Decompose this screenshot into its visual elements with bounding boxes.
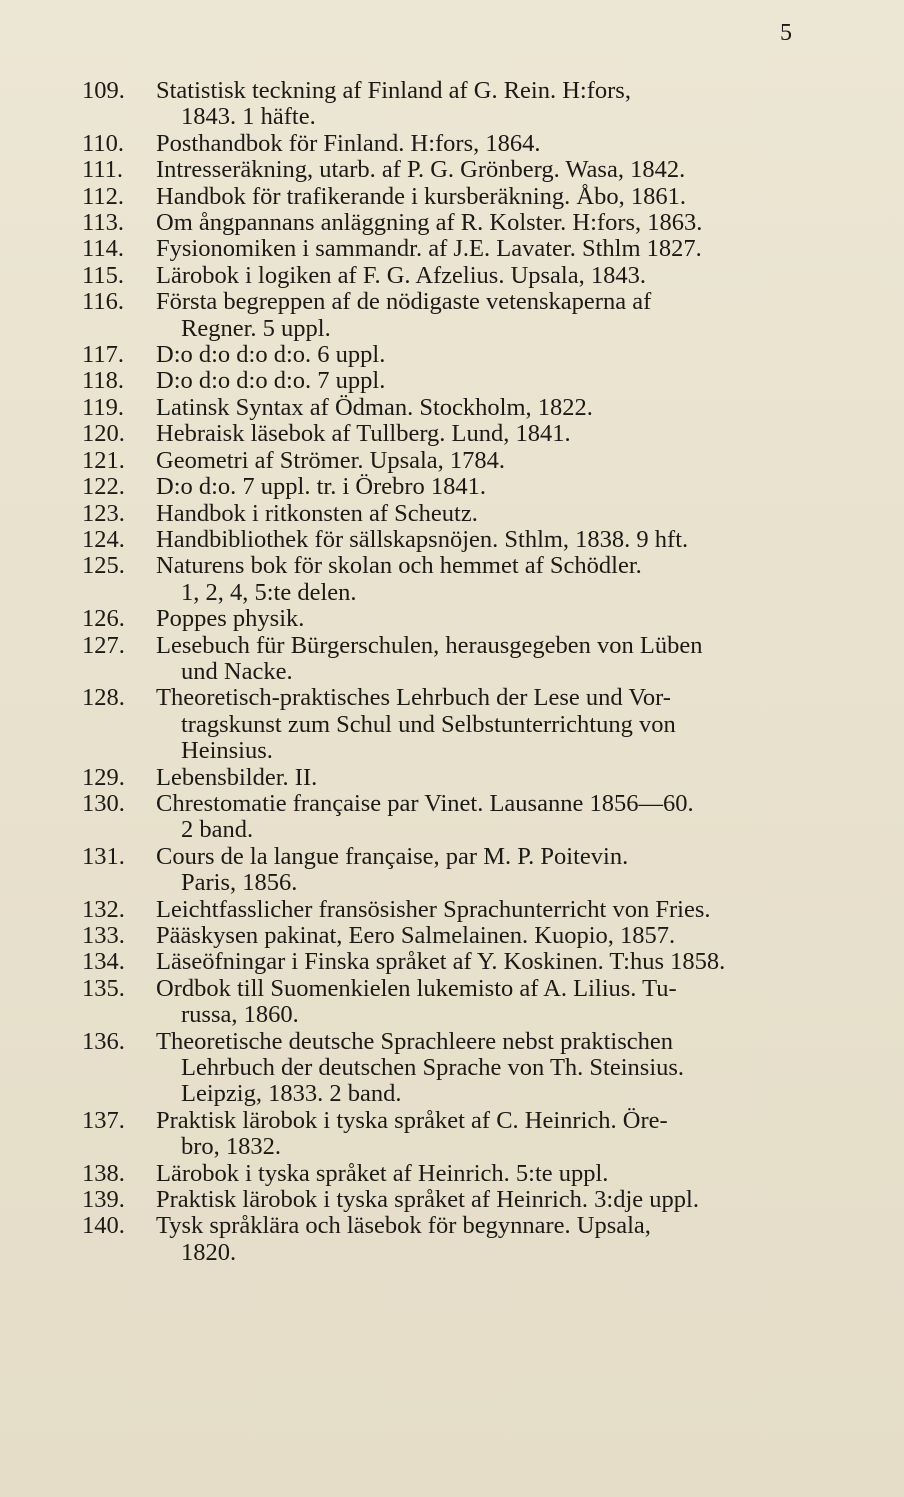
entry-number: 120. — [82, 420, 125, 448]
entry-number: 137. — [82, 1106, 125, 1134]
bibliography-entry — [82, 765, 827, 791]
entry-text — [156, 368, 827, 394]
bibliography-entry — [82, 633, 827, 686]
entry-number: 124. — [82, 525, 125, 553]
bibliography-entry — [82, 1187, 827, 1213]
bibliography-entry — [82, 289, 827, 342]
bibliography-entry — [82, 949, 827, 975]
entry-text — [156, 342, 827, 368]
bibliography-entry — [82, 395, 827, 421]
bibliography-entry — [82, 448, 827, 474]
entry-line: tragskunst zum Schul und Selbstunterrichtung von — [181, 710, 676, 738]
entry-number: 111. — [82, 156, 124, 184]
entry-text — [156, 263, 827, 289]
entry-number: 132. — [82, 895, 125, 923]
entry-number: 129. — [82, 763, 125, 791]
entry-line: Första begreppen af de nödigaste vetenskaperna af — [156, 288, 652, 316]
entry-line: Pääskysen pakinat, Eero Salmelainen. Kuopio, 1857. — [156, 922, 676, 949]
entry-line: Cours de la langue française, par M. P. Poitevin. — [156, 842, 629, 870]
entry-number: 128. — [82, 684, 125, 712]
bibliography-entry — [82, 685, 827, 764]
entry-text — [156, 923, 827, 949]
entry-line: Lärobok i tyska språket af Heinrich. 5:te uppl. — [156, 1159, 609, 1187]
entry-line: Praktisk lärobok i tyska språket af Heinrich. 3:dje uppl. — [156, 1186, 699, 1214]
entry-text — [156, 1187, 827, 1213]
entry-number: 136. — [82, 1027, 125, 1055]
bibliography-entry — [82, 1029, 827, 1108]
entry-line: Poppes physik. — [156, 605, 305, 633]
entry-line: Intresseräkning, utarb. af P. G. Grönberg. Wasa, 1842. — [156, 156, 686, 184]
bibliography-entry — [82, 791, 827, 844]
entry-line: Tysk språklära och läsebok för begynnare. Upsala, — [156, 1212, 651, 1240]
entry-line: Lehrbuch der deutschen Sprache von Th. Steinsius. — [181, 1054, 685, 1082]
entry-text — [156, 1213, 827, 1266]
entry-text — [156, 553, 827, 606]
entry-line: Lebensbilder. II. — [156, 763, 318, 791]
entry-line: 1, 2, 4, 5:te delen. — [181, 578, 357, 606]
entry-text — [156, 210, 827, 236]
entry-line: Posthandbok för Finland. H:fors, 1864. — [156, 129, 541, 157]
entry-number: 116. — [82, 288, 124, 316]
entry-line: Handbok för trafikerande i kursberäkning. Åbo, 1861. — [156, 182, 687, 210]
bibliography-entry — [82, 421, 827, 447]
entry-line: D:o d:o d:o d:o. 7 uppl. — [156, 367, 386, 395]
entry-number: 127. — [82, 631, 125, 659]
entry-text — [156, 421, 827, 447]
entry-number: 118. — [82, 367, 124, 395]
entry-number: 133. — [82, 922, 125, 949]
entry-line: Statistisk teckning af Finland af G. Rein. H:fors, — [156, 77, 631, 104]
entry-text — [156, 897, 827, 923]
entry-line: Lesebuch für Bürgerschulen, herausgegeben von Lüben — [156, 631, 703, 659]
bibliography-entry — [82, 131, 827, 157]
entry-text — [156, 1108, 827, 1161]
entry-line: Ordbok till Suomenkielen lukemisto af A. Lilius. Tu- — [156, 974, 677, 1002]
entry-text — [156, 791, 827, 844]
entry-number: 140. — [82, 1212, 125, 1240]
entry-text — [156, 501, 827, 527]
bibliography-entry — [82, 844, 827, 897]
entry-line: Regner. 5 uppl. — [181, 314, 331, 342]
entry-line: 1820. — [181, 1238, 237, 1266]
entry-text — [156, 236, 827, 262]
entry-line: Hebraisk läsebok af Tullberg. Lund, 1841. — [156, 420, 571, 448]
entry-number: 119. — [82, 393, 124, 421]
entry-number: 113. — [82, 209, 124, 237]
entry-text — [156, 289, 827, 342]
entry-number: 138. — [82, 1159, 125, 1187]
entry-line: Leichtfasslicher fransösisher Sprachunterricht von Fries. — [156, 895, 711, 923]
entry-text — [156, 474, 827, 500]
bibliography-entry — [82, 210, 827, 236]
bibliography-entry — [82, 184, 827, 210]
entry-text — [156, 1161, 827, 1187]
entry-line: Handbibliothek för sällskapsnöjen. Sthlm, 1838. 9 hft. — [156, 525, 689, 553]
entry-line: und Nacke. — [181, 657, 293, 685]
entry-text — [156, 131, 827, 157]
entry-line: D:o d:o. 7 uppl. tr. i Örebro 1841. — [156, 473, 487, 501]
bibliography-entry — [82, 368, 827, 394]
entry-line: Naturens bok för skolan och hemmet af Schödler. — [156, 552, 642, 580]
entry-line: Theoretische deutsche Sprachleere nebst praktischen — [156, 1027, 674, 1055]
entry-number: 125. — [82, 552, 125, 580]
entry-text — [156, 157, 827, 183]
entry-number: 121. — [82, 446, 125, 474]
entry-number: 134. — [82, 948, 125, 976]
entry-number: 112. — [82, 182, 124, 210]
entry-number: 130. — [82, 789, 125, 817]
bibliography-entry — [82, 1213, 827, 1266]
entry-number: 135. — [82, 974, 125, 1002]
entry-text — [156, 448, 827, 474]
entry-text — [156, 633, 827, 686]
entry-number: 126. — [82, 605, 125, 633]
bibliography-list — [82, 78, 827, 1266]
entry-text — [156, 527, 827, 553]
entry-line: Om ångpannans anläggning af R. Kolster. H:fors, 1863. — [156, 209, 703, 237]
entry-line: Chrestomatie française par Vinet. Lausanne 1856—60. — [156, 789, 694, 817]
bibliography-entry — [82, 236, 827, 262]
entry-number: 123. — [82, 499, 125, 527]
entry-line: Lärobok i logiken af F. G. Afzelius. Upsala, 1843. — [156, 261, 646, 289]
entry-line: Handbok i ritkonsten af Scheutz. — [156, 499, 478, 527]
entry-text — [156, 949, 827, 975]
entry-line: Praktisk lärobok i tyska språket af C. Heinrich. Öre- — [156, 1106, 668, 1134]
bibliography-entry — [82, 78, 827, 131]
bibliography-entry — [82, 897, 827, 923]
entry-line: Heinsius. — [181, 737, 273, 765]
entry-line: Leipzig, 1833. 2 band. — [181, 1080, 402, 1108]
entry-text — [156, 78, 827, 131]
bibliography-entry — [82, 1108, 827, 1161]
entry-number: 109. — [82, 77, 125, 104]
entry-number: 131. — [82, 842, 125, 870]
entry-line: russa, 1860. — [181, 1001, 299, 1029]
bibliography-entry — [82, 923, 827, 949]
entry-text — [156, 1029, 827, 1108]
entry-text — [156, 844, 827, 897]
entry-number: 115. — [82, 261, 124, 289]
entry-line: Fysionomiken i sammandr. af J.E. Lavater. Sthlm 1827. — [156, 235, 702, 263]
entry-number: 122. — [82, 473, 125, 501]
entry-line: Paris, 1856. — [181, 869, 298, 897]
entry-text — [156, 685, 827, 764]
bibliography-entry — [82, 342, 827, 368]
entry-text — [156, 976, 827, 1029]
entry-number: 139. — [82, 1186, 125, 1214]
bibliography-entry — [82, 1161, 827, 1187]
entry-line: 1843. 1 häfte. — [181, 103, 316, 131]
entry-line: Läseöfningar i Finska språket af Y. Koskinen. T:hus 1858. — [156, 948, 726, 976]
entry-number: 117. — [82, 341, 124, 369]
bibliography-entry — [82, 606, 827, 632]
bibliography-entry — [82, 263, 827, 289]
entry-number: 110. — [82, 129, 124, 157]
entry-line: D:o d:o d:o d:o. 6 uppl. — [156, 341, 386, 369]
entry-line: Theoretisch-praktisches Lehrbuch der Lese und Vor- — [156, 684, 671, 712]
entry-text — [156, 606, 827, 632]
bibliography-entry — [82, 527, 827, 553]
entry-text — [156, 184, 827, 210]
entry-line: bro, 1832. — [181, 1133, 282, 1161]
bibliography-entry — [82, 976, 827, 1029]
bibliography-entry — [82, 501, 827, 527]
entry-line: 2 band. — [181, 816, 254, 844]
page-number: 5 — [780, 20, 792, 46]
bibliography-entry — [82, 474, 827, 500]
entry-text — [156, 395, 827, 421]
entry-number: 114. — [82, 235, 124, 263]
entry-line: Latinsk Syntax af Ödman. Stockholm, 1822. — [156, 393, 593, 421]
entry-line: Geometri af Strömer. Upsala, 1784. — [156, 446, 506, 474]
entry-text — [156, 765, 827, 791]
bibliography-entry — [82, 553, 827, 606]
bibliography-entry — [82, 157, 827, 183]
